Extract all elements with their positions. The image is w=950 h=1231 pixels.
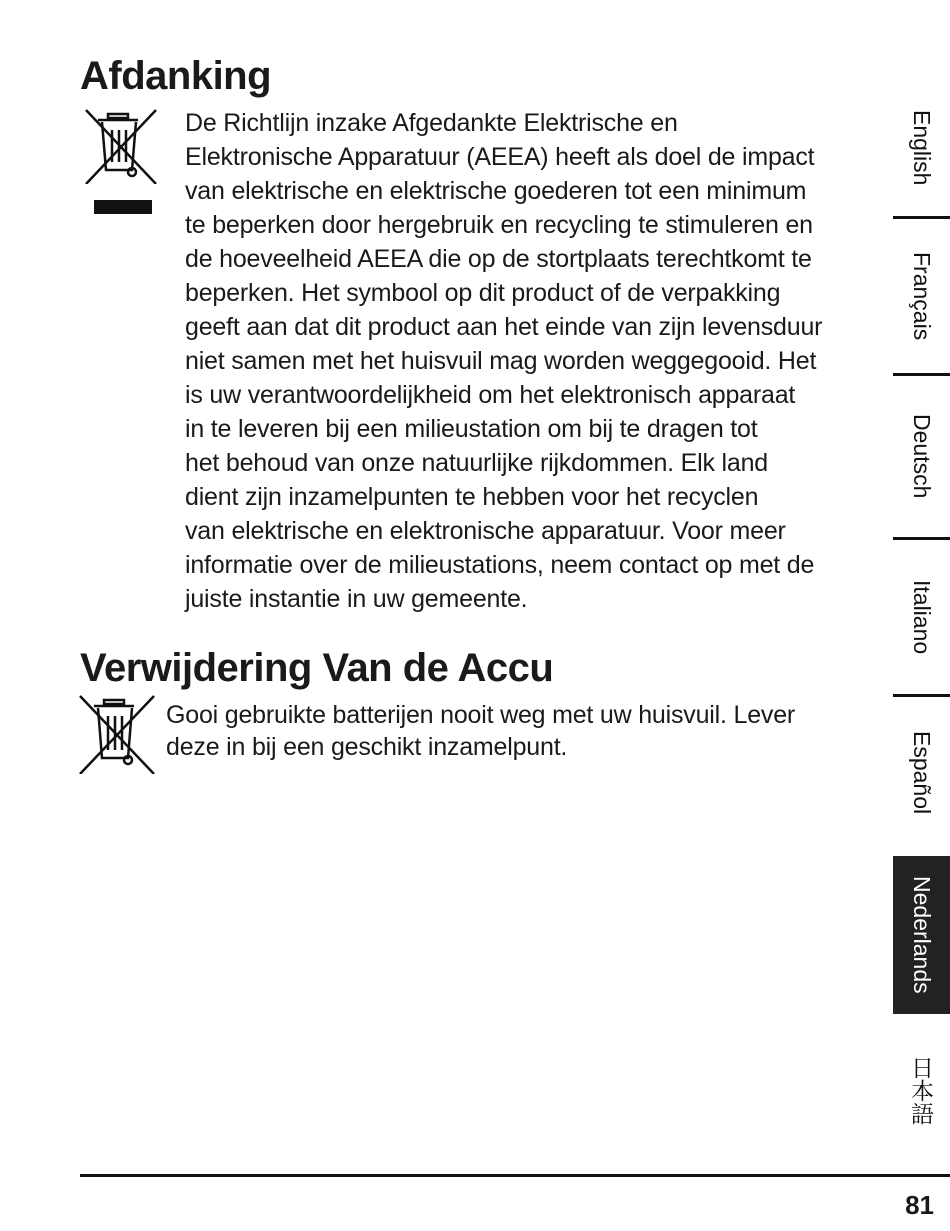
text-line: informatie over de milieustations, neem contact op met de [185,551,815,579]
tab-deutsch[interactable] [893,377,950,535]
text-line: Gooi gebruikte batterijen nooit weg met uw huisvuil. Lever [166,701,796,729]
text-line: deze in bij een geschikt inzamelpunt. [166,733,568,761]
tab-english[interactable] [893,80,950,215]
separate-collection-bar [94,200,152,214]
text-line: Elektronische Apparatuur (AEEA) heeft als doel de impact [185,143,815,171]
text-line: van elektrische en elektrische goederen tot een minimum [185,177,807,205]
section-title-accu: Verwijdering Van de Accu [80,646,554,690]
crossed-out-wheelie-bin-icon [84,108,158,184]
tab-nederlands[interactable] [893,856,950,1014]
page-number: 81 [905,1190,934,1220]
text-line: te beperken door hergebruik en recycling te stimuleren en [185,211,813,239]
tab-label: English [909,109,935,186]
text-line: het behoud van onze natuurlijke rijkdommen. Elk land [185,449,769,477]
tab-label: 日本語 [908,1055,934,1125]
tab-label: Deutsch [909,413,935,499]
section-title-afdanking: Afdanking [80,54,272,98]
text-line: dient zijn inzamelpunten te hebben voor het recyclen [185,483,759,511]
text-line: geeft aan dat dit product aan het einde van zijn levensduur [185,313,823,341]
text-line: juiste instantie in uw gemeente. [185,585,528,613]
tab-francais[interactable] [893,220,950,372]
footer-rule [80,1174,950,1177]
tab-label: Nederlands [909,876,935,994]
tab-espanol[interactable] [893,698,950,848]
tab-japanese[interactable] [893,1040,950,1140]
text-line: is uw verantwoordelijkheid om het elektronisch apparaat [185,381,796,409]
tab-divider [893,373,950,376]
tab-divider [893,537,950,540]
tab-italiano[interactable] [893,541,950,693]
text-line: in te leveren bij een milieustation om bij te dragen tot [185,415,758,443]
paragraph-afdanking [185,106,822,616]
tab-label: Français [909,251,935,341]
text-line: van elektrische en elektronische apparatuur. Voor meer [185,517,786,545]
text-line: De Richtlijn inzake Afgedankte Elektrische en [185,109,678,137]
tab-label: Español [909,731,935,815]
crossed-out-wheelie-bin-icon [78,694,156,774]
text-line: niet samen met het huisvuil mag worden weggegooid. Het [185,347,817,375]
paragraph-accu [166,699,795,763]
text-line: de hoeveelheid AEEA die op de stortplaats terechtkomt te [185,245,812,273]
tab-divider [893,216,950,219]
tab-label: Italiano [909,579,935,655]
text-line: beperken. Het symbool op dit product of de verpakking [185,279,781,307]
tab-divider [893,694,950,697]
